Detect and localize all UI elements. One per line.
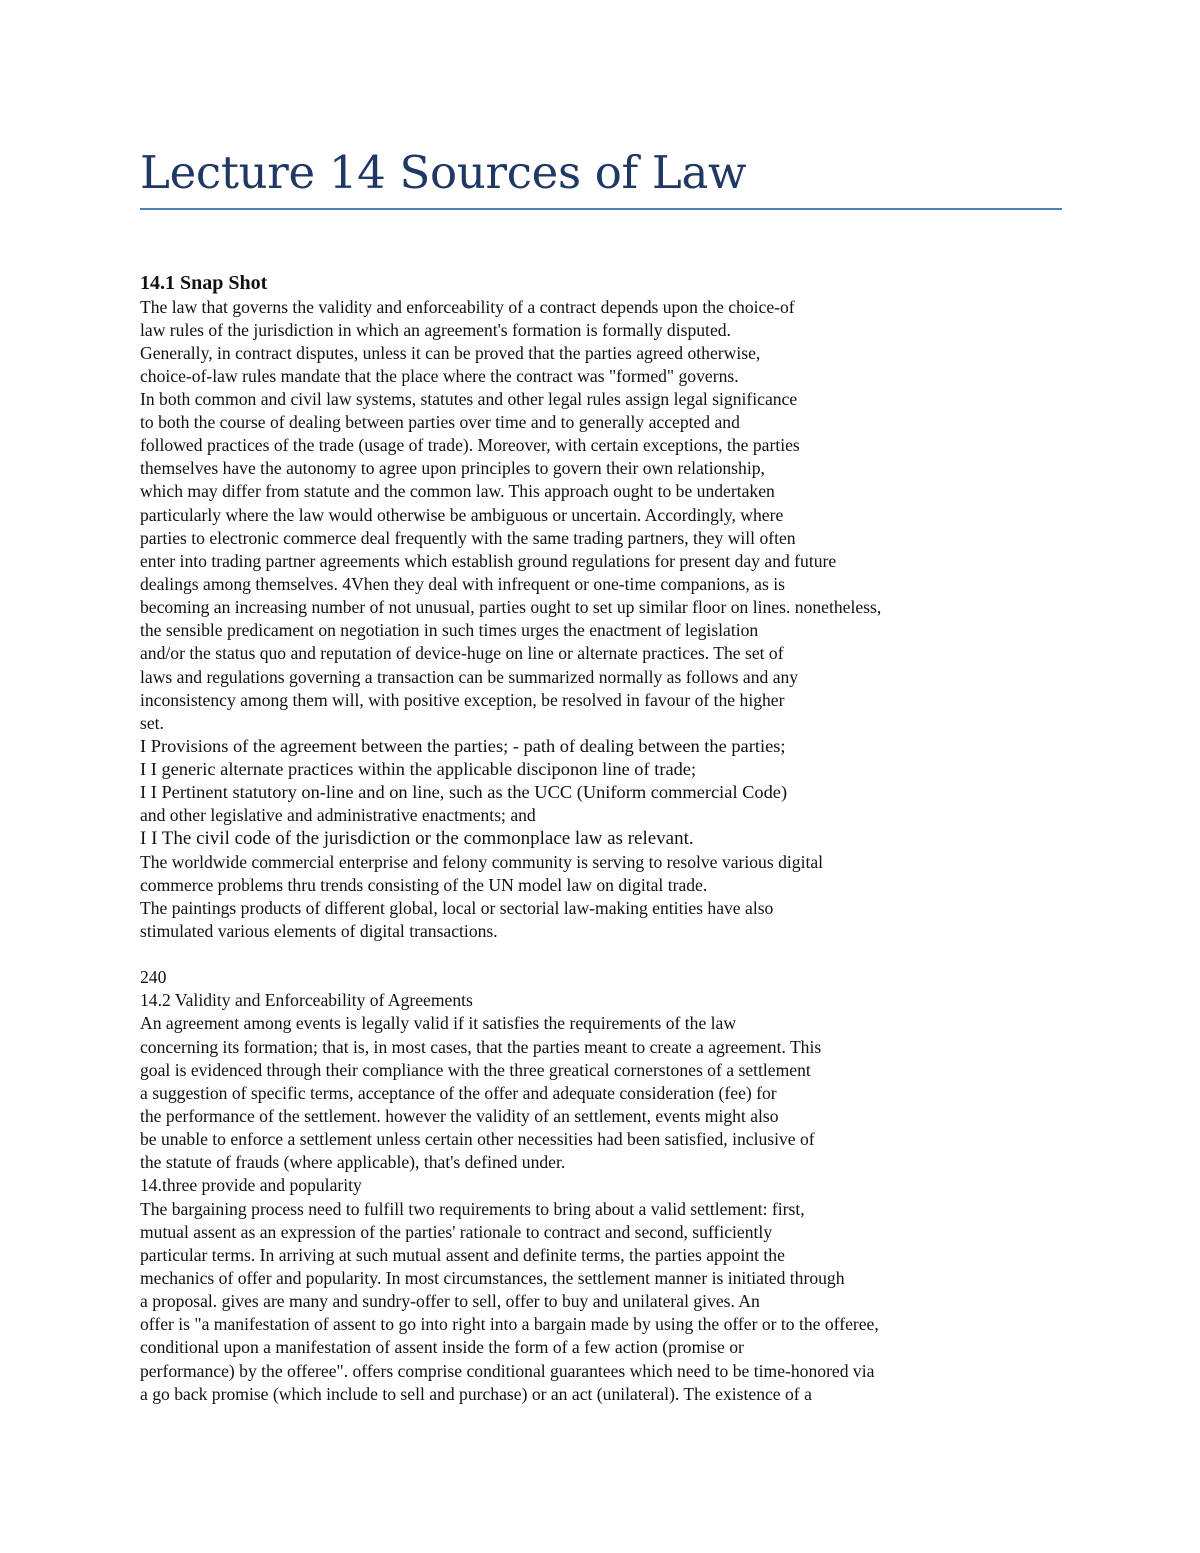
body-line: The worldwide commercial enterprise and felony community is serving to resolve various digital — [140, 852, 824, 872]
body-line: dealings among themselves. 4Vhen they deal with infrequent or one-time companions, as is — [140, 574, 785, 594]
body-line: mechanics of offer and popularity. In most circumstances, the settlement manner is initiated through — [140, 1268, 845, 1288]
body-line: particular terms. In arriving at such mutual assent and definite terms, the parties appoint the — [140, 1245, 785, 1265]
body-line: the performance of the settlement. however the validity of an settlement, events might also — [140, 1106, 779, 1126]
body-line: a suggestion of specific terms, acceptance of the offer and adequate consideration (fee) for — [140, 1083, 777, 1103]
body-line: set. — [140, 713, 164, 733]
body-line: choice-of-law rules mandate that the place where the contract was "formed" governs. — [140, 366, 739, 386]
body-line: An agreement among events is legally valid if it satisfies the requirements of the law — [140, 1013, 737, 1033]
body-line: stimulated various elements of digital transactions. — [140, 921, 498, 941]
body-line: Generally, in contract disputes, unless it can be proved that the parties agreed otherwise, — [140, 343, 761, 363]
title-underline — [140, 208, 1062, 210]
section-heading: 14.1 Snap Shot — [140, 272, 268, 294]
body-line: and/or the status quo and reputation of device-huge on line or alternate practices. The set of — [140, 643, 784, 663]
body-line: offer is "a manifestation of assent to go into right into a bargain made by using the offer or to the offeree, — [140, 1314, 879, 1334]
body-line: The bargaining process need to fulfill two requirements to bring about a valid settlement: first, — [140, 1199, 805, 1219]
body-line: and other legislative and administrative enactments; and — [140, 805, 536, 825]
body-line: to both the course of dealing between parties over time and to generally accepted and — [140, 412, 740, 432]
body-line: becoming an increasing number of not unusual, parties ought to set up similar floor on lines. nonetheless, — [140, 597, 882, 617]
body-line: the sensible predicament on negotiation in such times urges the enactment of legislation — [140, 620, 759, 640]
body-line: commerce problems thru trends consisting of the UN model law on digital trade. — [140, 875, 708, 895]
body-line: a proposal. gives are many and sundry-offer to sell, offer to buy and unilateral gives. An — [140, 1291, 760, 1311]
list-item: I I generic alternate practices within the applicable disciponon line of trade; — [140, 759, 697, 779]
body-line: which may differ from statute and the common law. This approach ought to be undertaken — [140, 481, 775, 501]
body-line: laws and regulations governing a transaction can be summarized normally as follows and any — [140, 667, 799, 687]
body-line: goal is evidenced through their compliance with the three greatical cornerstones of a settlement — [140, 1060, 811, 1080]
page-number: 240 — [140, 967, 167, 987]
body-line: law rules of the jurisdiction in which an agreement's formation is formally disputed. — [140, 320, 731, 340]
body-line: inconsistency among them will, with positive exception, be resolved in favour of the higher — [140, 690, 785, 710]
body-line: themselves have the autonomy to agree upon principles to govern their own relationship, — [140, 458, 765, 478]
body-line: the statute of frauds (where applicable), that's defined under. — [140, 1152, 566, 1172]
list-item: I I The civil code of the jurisdiction or the commonplace law as relevant. — [140, 828, 694, 849]
list-item: I Provisions of the agreement between the parties; - path of dealing between the parties; — [140, 736, 786, 756]
body-line: particularly where the law would otherwise be ambiguous or uncertain. Accordingly, where — [140, 505, 784, 525]
document-title: Lecture 14 Sources of Law — [140, 146, 747, 199]
body-line: conditional upon a manifestation of assent inside the form of a few action (promise or — [140, 1337, 744, 1357]
body-line: concerning its formation; that is, in most cases, that the parties meant to create a agreement. This — [140, 1037, 822, 1057]
subsection-heading: 14.2 Validity and Enforceability of Agreements — [140, 990, 473, 1010]
list-item: I I Pertinent statutory on-line and on line, such as the UCC (Uniform commercial Code) — [140, 782, 788, 802]
body-line: parties to electronic commerce deal frequently with the same trading partners, they will often — [140, 528, 796, 548]
subsection-heading: 14.three provide and popularity — [140, 1175, 362, 1195]
body-line: performance) by the offeree". offers comprise conditional guarantees which need to be time-honored via — [140, 1361, 875, 1381]
body-line: be unable to enforce a settlement unless certain other necessities had been satisfied, inclusive of — [140, 1129, 815, 1149]
body-line: The paintings products of different global, local or sectorial law-making entities have also — [140, 898, 774, 918]
body-line: enter into trading partner agreements which establish ground regulations for present day and future — [140, 551, 837, 571]
body-line: a go back promise (which include to sell and purchase) or an act (unilateral). The existence of a — [140, 1384, 812, 1404]
body-line: followed practices of the trade (usage of trade). Moreover, with certain exceptions, the parties — [140, 435, 800, 455]
body-line: In both common and civil law systems, statutes and other legal rules assign legal significance — [140, 389, 798, 409]
body-line: mutual assent as an expression of the parties' rationale to contract and second, sufficiently — [140, 1222, 773, 1242]
body-line: The law that governs the validity and enforceability of a contract depends upon the choice-of — [140, 297, 795, 317]
